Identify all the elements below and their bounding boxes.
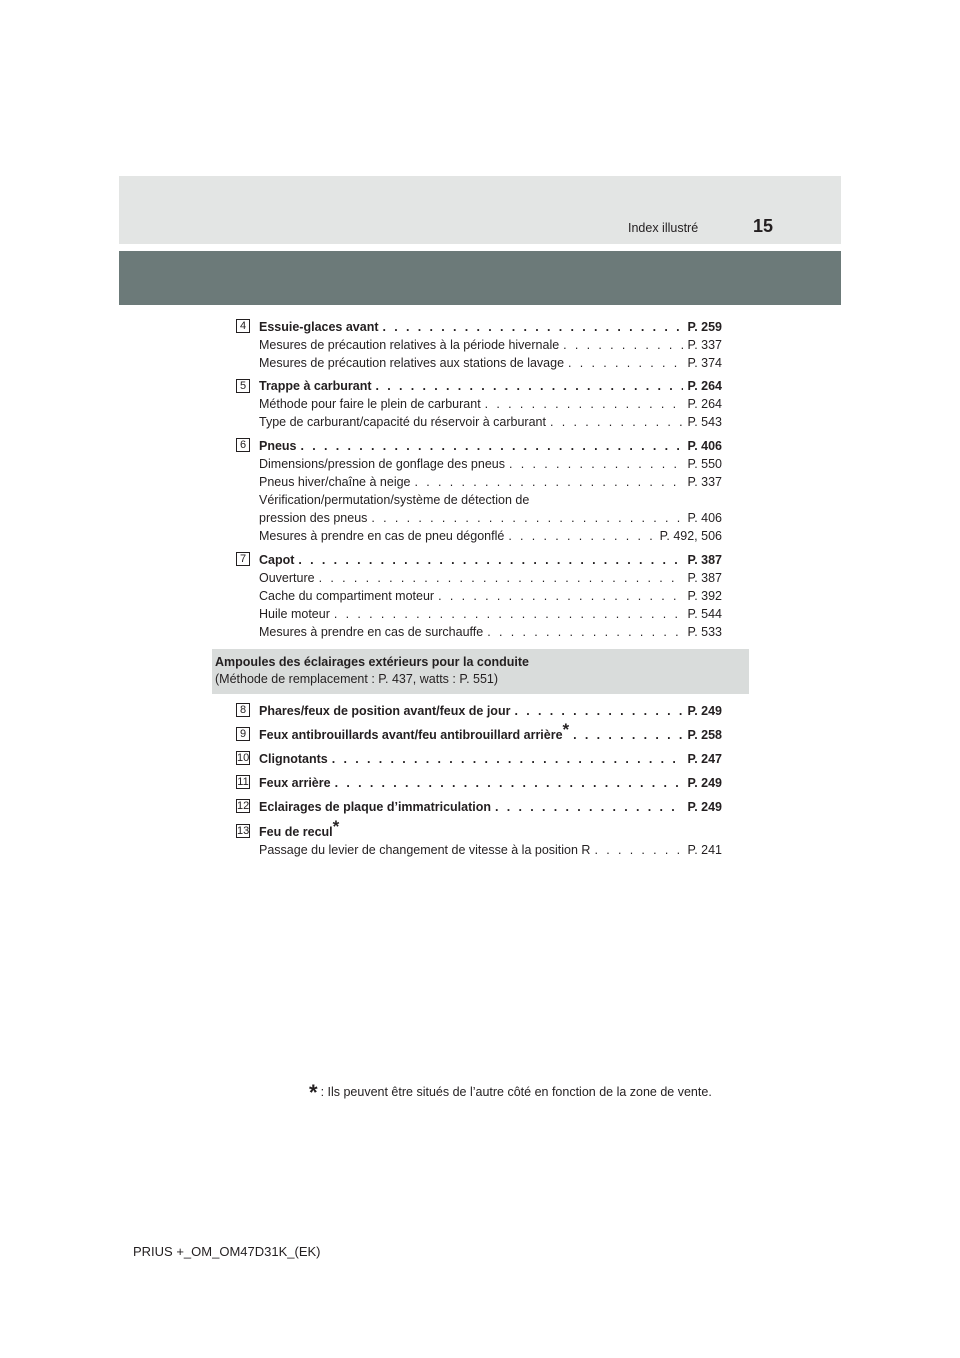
entry-title: Feux arrière xyxy=(259,776,331,790)
sub-entry-label: Type de carburant/capacité du réservoir à carburant xyxy=(259,415,546,429)
leader-dots xyxy=(573,726,683,744)
leader-dots xyxy=(301,437,684,455)
lamps-section-banner xyxy=(212,649,749,694)
toc-entry xyxy=(259,720,722,744)
sub-entry-page-ref: P. 533 xyxy=(687,625,722,639)
sub-entry-page-ref: P. 544 xyxy=(687,607,722,621)
entry-title: Essuie-glaces avant xyxy=(259,320,379,334)
sub-entry[interactable] xyxy=(259,455,722,473)
leader-dots xyxy=(487,623,683,641)
entry-page-ref: P. 247 xyxy=(687,752,722,766)
entry-page-ref: P. 249 xyxy=(687,776,722,790)
footnote-star: * xyxy=(309,1080,318,1105)
toc-entry xyxy=(259,817,722,859)
toc-entry xyxy=(259,798,722,816)
banner-subtitle: (Méthode de remplacement : P. 437, watts : P. 551) xyxy=(215,672,499,686)
model-code: PRIUS +_OM_OM47D31K_(EK) xyxy=(133,1244,321,1259)
sub-entry[interactable] xyxy=(259,473,722,491)
banner-title: Ampoules des éclairages extérieurs pour la conduite xyxy=(215,655,529,669)
leader-dots xyxy=(319,569,684,587)
leader-dots xyxy=(415,473,684,491)
entry-title: Feu de recul xyxy=(259,825,333,839)
leader-dots xyxy=(298,551,683,569)
sub-entry-label: Méthode pour faire le plein de carburant xyxy=(259,397,481,411)
sub-entry[interactable] xyxy=(259,413,722,431)
sub-entry-label: Pneus hiver/chaîne à neige xyxy=(259,475,411,489)
entry-page-ref: P. 258 xyxy=(687,728,722,742)
entry-title: Trappe à carburant xyxy=(259,379,372,393)
leader-dots xyxy=(438,587,683,605)
leader-dots xyxy=(495,798,683,816)
sub-entry-page-ref: P. 241 xyxy=(687,843,722,857)
leader-dots xyxy=(335,774,684,792)
header-band-dark xyxy=(119,251,841,305)
sub-entry-label: pression des pneus xyxy=(259,511,368,525)
item-number-badge: 7 xyxy=(236,552,250,566)
entry-page-ref: P. 249 xyxy=(687,704,722,718)
item-number-badge: 4 xyxy=(236,319,250,333)
sub-entry-page-ref: P. 406 xyxy=(687,511,722,525)
page-number: 15 xyxy=(753,216,774,236)
toc-entry xyxy=(259,318,722,372)
toc-entry xyxy=(259,437,722,545)
entry-title: Phares/feux de position avant/feux de jour xyxy=(259,704,511,718)
entry-title: Feux antibrouillards avant/feu antibrouillard arrière xyxy=(259,728,563,742)
sub-entry-page-ref: P. 337 xyxy=(687,475,722,489)
toc-entry xyxy=(259,377,722,431)
item-number-badge: 10 xyxy=(237,752,250,764)
sub-entry-wrap xyxy=(259,491,722,509)
sub-entry[interactable] xyxy=(259,527,722,545)
sub-entry-page-ref: P. 492, 506 xyxy=(659,529,722,543)
entry-page-ref: P. 264 xyxy=(687,379,722,393)
entry-title-wrap xyxy=(259,720,570,744)
leader-dots xyxy=(485,395,684,413)
sub-entry-label: Huile moteur xyxy=(259,607,330,621)
sub-entry-page-ref: P. 392 xyxy=(687,589,722,603)
sub-entry-page-ref: P. 337 xyxy=(687,338,722,352)
leader-dots xyxy=(594,841,683,859)
item-number-badge: 13 xyxy=(237,825,250,837)
footnote-star-marker: * xyxy=(562,720,570,739)
sub-entry-page-ref: P. 550 xyxy=(687,457,722,471)
entry-title: Pneus xyxy=(259,439,297,453)
entry-title: Clignotants xyxy=(259,752,328,766)
item-number-badge: 5 xyxy=(236,379,250,393)
entry-title: Capot xyxy=(259,553,295,567)
sub-entry-label: Mesures à prendre en cas de pneu dégonflé xyxy=(259,529,505,543)
sub-entry[interactable] xyxy=(259,587,722,605)
entry-heading[interactable] xyxy=(259,318,722,336)
entry-page-ref: P. 259 xyxy=(687,320,722,334)
entry-heading[interactable] xyxy=(259,377,722,395)
sub-entry[interactable] xyxy=(259,336,722,354)
sub-entry-label: Cache du compartiment moteur xyxy=(259,589,435,603)
leader-dots xyxy=(371,509,683,527)
sub-entry-label: Vérification/permutation/système de détection de xyxy=(259,493,530,507)
leader-dots xyxy=(563,336,683,354)
entry-heading[interactable] xyxy=(259,817,722,841)
toc-entry xyxy=(259,750,722,768)
leader-dots xyxy=(514,702,683,720)
entry-page-ref: P. 406 xyxy=(687,439,722,453)
sub-entry-label: Mesures à prendre en cas de surchauffe xyxy=(259,625,484,639)
leader-dots xyxy=(508,527,655,545)
footnote-text: : Ils peuvent être situés de l’autre côté en fonction de la zone de vente. xyxy=(320,1085,712,1099)
sub-entry[interactable] xyxy=(259,354,722,372)
toc-entry xyxy=(259,551,722,641)
footnote xyxy=(309,1080,712,1106)
item-number-badge: 9 xyxy=(236,727,250,741)
entry-heading[interactable] xyxy=(259,702,722,720)
sub-entry-label: Mesures de précaution relatives aux stations de lavage xyxy=(259,356,565,370)
toc-entry xyxy=(259,774,722,792)
entry-heading[interactable] xyxy=(259,750,722,768)
sub-entry-label: Mesures de précaution relatives à la période hivernale xyxy=(259,338,560,352)
sub-entry-page-ref: P. 543 xyxy=(687,415,722,429)
item-number-badge: 6 xyxy=(236,438,250,452)
leader-dots xyxy=(383,318,684,336)
leader-dots xyxy=(550,413,684,431)
entry-heading[interactable] xyxy=(259,720,722,744)
sub-entry-label: Dimensions/pression de gonflage des pneus xyxy=(259,457,505,471)
entry-heading[interactable] xyxy=(259,774,722,792)
header-band-light xyxy=(119,176,841,244)
leader-dots xyxy=(334,605,684,623)
sub-entry[interactable] xyxy=(259,605,722,623)
entry-heading[interactable] xyxy=(259,437,722,455)
sub-entry-label: Ouverture xyxy=(259,571,315,585)
sub-entry-page-ref: P. 264 xyxy=(687,397,722,411)
leader-dots xyxy=(509,455,683,473)
sub-entry-page-ref: P. 374 xyxy=(687,356,722,370)
leader-dots xyxy=(568,354,683,372)
section-title: Index illustré xyxy=(628,221,699,235)
entry-page-ref: P. 387 xyxy=(687,553,722,567)
entry-page-ref: P. 249 xyxy=(687,800,722,814)
entry-heading[interactable] xyxy=(259,551,722,569)
entry-title: Eclairages de plaque d’immatriculation xyxy=(259,800,492,814)
leader-dots xyxy=(332,750,684,768)
item-number-badge: 8 xyxy=(236,703,250,717)
sub-entry-page-ref: P. 387 xyxy=(687,571,722,585)
sub-entry[interactable] xyxy=(259,569,722,587)
toc-entry xyxy=(259,702,722,720)
sub-entry-label: Passage du levier de changement de vitesse à la position R xyxy=(259,843,591,857)
leader-dots xyxy=(376,377,684,395)
sub-entry[interactable] xyxy=(259,395,722,413)
item-number-badge: 12 xyxy=(237,800,250,812)
item-number-badge: 11 xyxy=(237,776,249,788)
footnote-star-marker: * xyxy=(332,817,340,836)
sub-entry[interactable] xyxy=(259,841,722,859)
entry-heading[interactable] xyxy=(259,798,722,816)
sub-entry[interactable] xyxy=(259,623,722,641)
sub-entry[interactable] xyxy=(259,509,722,527)
